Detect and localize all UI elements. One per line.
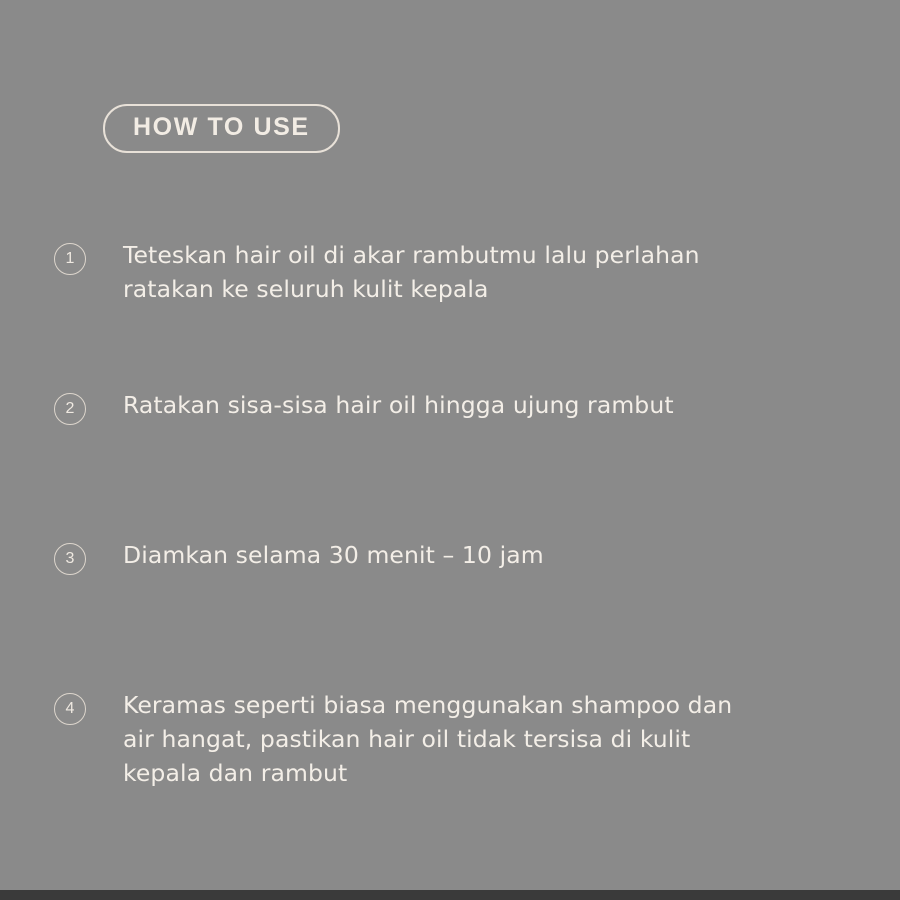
- list-item: [54, 538, 840, 688]
- step-number-badge: 2: [54, 393, 86, 425]
- step-text: Teteskan hair oil di akar rambutmu lalu perlahan ratakan ke seluruh kulit kepala: [123, 241, 700, 304]
- how-to-use-badge: HOW TO USE: [103, 104, 340, 153]
- step-number-badge: 4: [54, 693, 86, 725]
- list-item: [54, 238, 840, 388]
- step-text: Ratakan sisa-sisa hair oil hingga ujung rambut: [123, 391, 674, 419]
- step-number-badge: 1: [54, 243, 86, 275]
- step-text: Keramas seperti biasa menggunakan shampoo dan air hangat, pastikan hair oil tidak tersisa di kulit kepala dan rambut: [123, 691, 733, 788]
- step-text: Diamkan selama 30 menit – 10 jam: [123, 541, 544, 569]
- list-item: [54, 388, 840, 538]
- list-item: [54, 688, 840, 838]
- step-number-badge: 3: [54, 543, 86, 575]
- bottom-strip: [0, 890, 900, 900]
- steps-list: [54, 238, 840, 838]
